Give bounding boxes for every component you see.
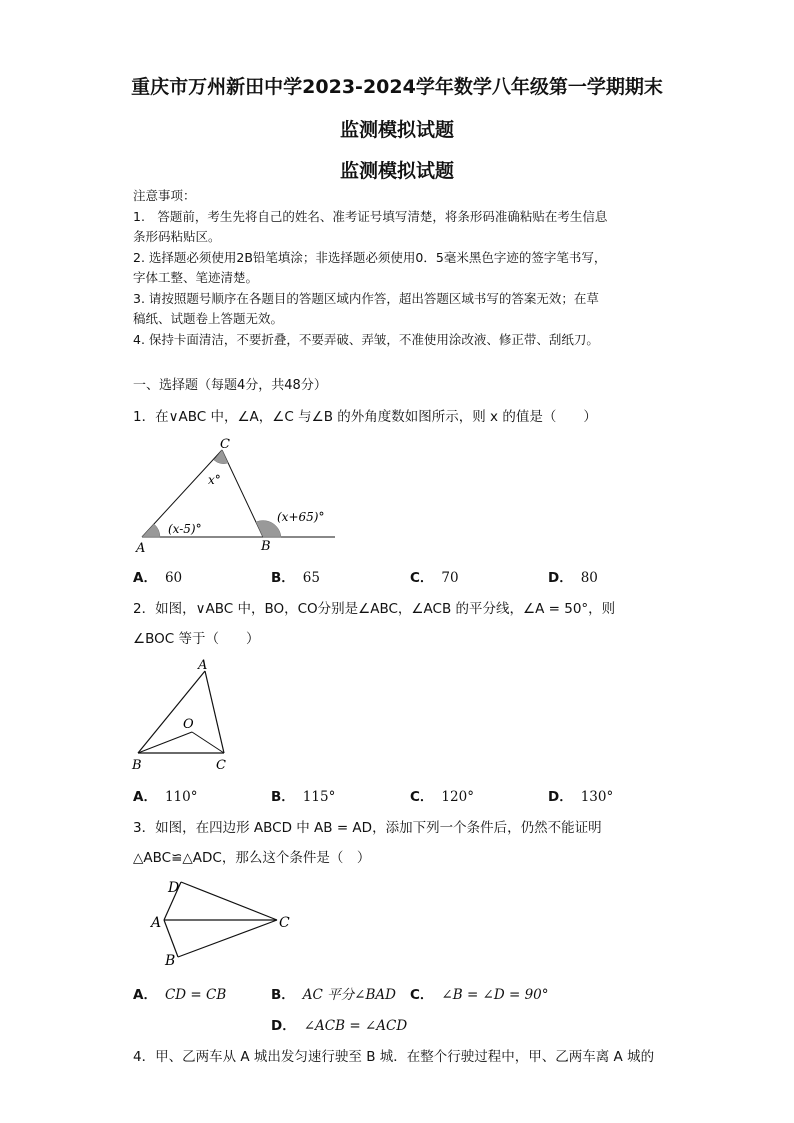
question-3-figure — [148, 875, 298, 975]
option-value: 120° — [441, 789, 474, 805]
note-line: 条形码粘贴区。 — [133, 229, 221, 244]
q2-option-c[interactable] — [410, 785, 474, 805]
option-key: C． — [410, 987, 434, 1003]
note-line: 稿纸、试题卷上答题无效。 — [133, 311, 284, 326]
q1-option-b[interactable] — [271, 566, 320, 586]
fig3-label-c: C — [279, 915, 290, 931]
option-value: AC 平分∠BAD — [302, 987, 396, 1003]
option-value: 70 — [441, 570, 459, 586]
q2-option-a[interactable] — [133, 785, 197, 805]
question-1-text: 1．在∨ABC 中，∠A，∠C 与∠B 的外角度数如图所示，则 x 的值是（ ） — [133, 409, 597, 425]
option-value: 115° — [302, 789, 336, 805]
fig2-label-c: C — [216, 758, 226, 773]
question-2-text-cont: ∠BOC 等于（ ） — [133, 631, 260, 647]
fig3-label-b: B — [165, 953, 176, 969]
option-value: ∠B = ∠D = 90° — [441, 987, 549, 1003]
q1-option-d[interactable] — [548, 566, 598, 586]
exam-title-line1: 重庆市万州新田中学2023-2024学年数学八年级第一学期期末 — [131, 76, 663, 98]
fig1-label-b-angle: (x+65)° — [277, 510, 325, 524]
fig2-label-a: A — [198, 658, 208, 673]
q3-option-b[interactable] — [271, 983, 396, 1003]
option-key: D． — [271, 1018, 296, 1034]
option-key: D． — [548, 570, 573, 586]
question-2-figure — [130, 656, 240, 776]
fig1-label-b: B — [261, 539, 271, 554]
option-key: B． — [271, 789, 295, 805]
option-value: 110° — [164, 789, 198, 805]
notes-heading: 注意事项： — [133, 188, 196, 203]
option-key: B． — [271, 987, 295, 1003]
option-key: A． — [133, 987, 157, 1003]
question-3-text-cont: △ABC≌△ADC，那么这个条件是（ ） — [133, 850, 371, 866]
fig2-label-b: B — [132, 758, 142, 773]
fig3-label-a: A — [151, 915, 162, 931]
option-key: A． — [133, 570, 157, 586]
question-4-text: 4．甲、乙两车从 A 城出发匀速行驶至 B 城．在整个行驶过程中，甲、乙两车离 A 城的 — [133, 1049, 655, 1065]
fig2-label-o: O — [183, 717, 194, 732]
q1-option-a[interactable] — [133, 566, 182, 586]
option-key: A． — [133, 789, 157, 805]
fig1-label-a: A — [136, 541, 146, 556]
exam-title-line3: 监测模拟试题 — [339, 160, 454, 182]
option-value: 130° — [580, 789, 614, 805]
fig1-label-c: C — [220, 437, 230, 452]
option-key: C． — [410, 570, 434, 586]
q2-option-b[interactable] — [271, 785, 335, 805]
question-3-text: 3．如图，在四边形 ABCD 中 AB = AD，添加下列一个条件后，仍然不能证明 — [133, 820, 602, 836]
q3-option-c[interactable] — [410, 983, 549, 1003]
q3-option-d[interactable] — [271, 1014, 407, 1034]
notes-block — [133, 186, 663, 350]
option-key: B． — [271, 570, 295, 586]
option-key: D． — [548, 789, 573, 805]
q1-option-c[interactable] — [410, 566, 459, 586]
question-1-figure — [130, 436, 350, 558]
fig3-label-d: D — [168, 880, 180, 896]
q2-option-d[interactable] — [548, 785, 613, 805]
option-value: CD = CB — [164, 987, 227, 1003]
option-value: ∠ACB = ∠ACD — [303, 1018, 408, 1034]
option-value: 65 — [302, 570, 320, 586]
note-line: 1. 答题前，考生先将自己的姓名、准考证号填写清楚，将条形码准确粘贴在考生信息 — [133, 208, 608, 224]
q3-option-a[interactable] — [133, 983, 226, 1003]
note-line: 4. 保持卡面清洁，不要折叠，不要弄破、弄皱，不准使用涂改液、修正带、刮纸刀。 — [133, 331, 599, 347]
option-key: C． — [410, 789, 434, 805]
fig1-label-a-angle: (x-5)° — [168, 522, 202, 536]
exam-title-line2: 监测模拟试题 — [339, 119, 454, 141]
note-line: 3. 请按照题号顺序在各题目的答题区域内作答，超出答题区域书写的答案无效；在草 — [133, 290, 599, 306]
question-2-text: 2．如图，∨ABC 中，BO，CO分别是∠ABC，∠ACB 的平分线，∠A = 50°，则 — [133, 601, 616, 617]
option-value: 80 — [580, 570, 598, 586]
fig1-label-x: x° — [208, 473, 221, 487]
note-line: 字体工整、笔迹清楚。 — [133, 270, 259, 285]
section-title: 一、选择题（每题4分，共48分） — [133, 378, 327, 393]
option-value: 60 — [164, 570, 183, 586]
note-line: 2. 选择题必须使用2B铅笔填涂；非选择题必须使用0．5毫米黑色字迹的签字笔书写， — [133, 249, 607, 265]
